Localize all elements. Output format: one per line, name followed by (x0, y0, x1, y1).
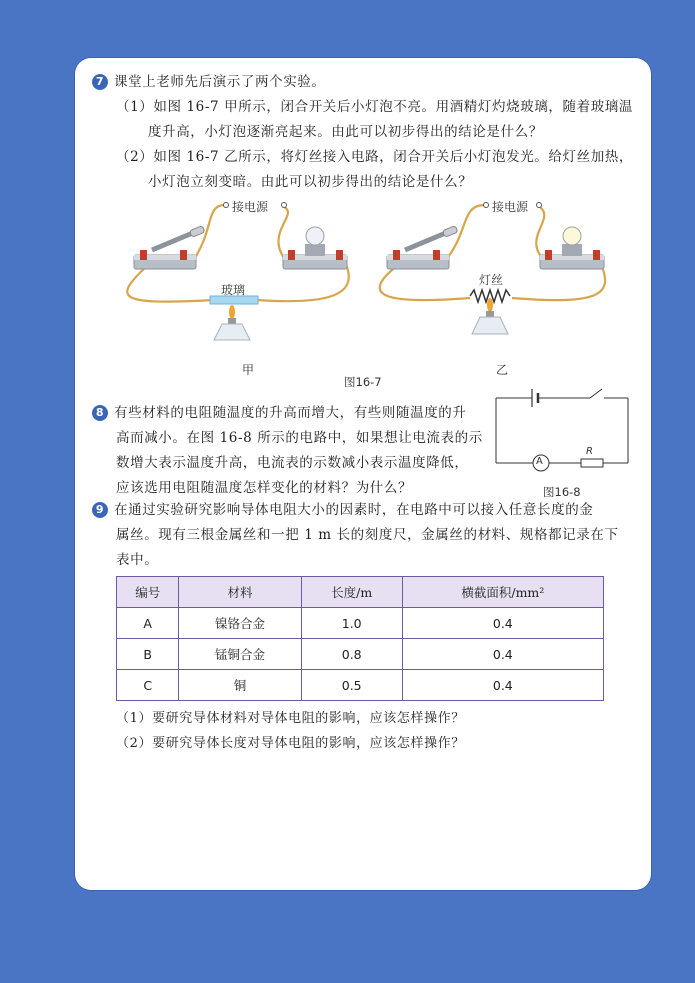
question-9 (92, 498, 619, 573)
table-row (117, 608, 604, 639)
question-8 (92, 401, 483, 501)
question-9-line2: 属丝。现有三根金属丝和一把 1 m 长的刻度尺，金属丝的材料、规格都记录在下 (116, 527, 619, 543)
table-cell: 0.4 (402, 608, 603, 639)
table-cell: 铜 (179, 670, 301, 701)
question-number-badge: 7 (92, 74, 108, 90)
filament-label: 灯丝 (479, 273, 504, 287)
table-cell: 0.8 (301, 639, 402, 670)
table-header-cell: 横截面积/mm² (402, 577, 603, 608)
table-cell: B (117, 639, 179, 670)
table-header-cell: 材料 (179, 577, 301, 608)
question-9-subquestions (116, 706, 465, 756)
knife-switch-left (134, 226, 205, 269)
question-7-part1-line2: 度升高，小灯泡逐渐亮起来。由此可以初步得出的结论是什么？ (148, 124, 543, 140)
power-label-left: 接电源 (232, 200, 269, 214)
table-header-row (117, 577, 604, 608)
power-label-right: 接电源 (492, 200, 529, 214)
question-9-sub2: （2）要研究导体长度对导体电阻的影响，应该怎样操作？ (116, 736, 465, 751)
alcohol-lamp-right (472, 298, 508, 334)
question-8-line4: 应该选用电阻随温度怎样变化的材料？为什么？ (116, 480, 413, 496)
terminal (537, 203, 542, 208)
wire (536, 207, 546, 262)
bulb-holder-right (540, 227, 604, 269)
question-7-part1-line1: （1）如图 16-7 甲所示，闭合开关后小灯泡不亮。用酒精灯灼烧玻璃，随着玻璃温 (116, 99, 633, 115)
table-cell: 0.4 (402, 670, 603, 701)
bulb-holder-left (283, 227, 347, 269)
table-cell: 0.4 (402, 639, 603, 670)
glass-label: 玻璃 (221, 283, 246, 297)
ammeter-symbol: A (536, 456, 543, 467)
wire (380, 265, 470, 300)
question-8-line3: 数增大表示温度升高，电流表的示数减小表示温度降低， (116, 455, 469, 471)
question-9-text: 在通过实验研究影响导体电阻大小的因素时，在电路中可以接入任意长度的金 (114, 502, 594, 518)
question-9-line1 (92, 498, 619, 523)
question-number-badge: 8 (92, 405, 108, 421)
table-cell: 1.0 (301, 608, 402, 639)
question-8-line1 (92, 401, 483, 426)
table-cell: 0.5 (301, 670, 402, 701)
question-8-text: 有些材料的电阻随温度的升高而增大，有些则随温度的升 (114, 405, 467, 421)
figure-16-8-caption: 图16-8 (543, 485, 581, 499)
table-cell: 锰铜合金 (179, 639, 301, 670)
terminal (484, 203, 489, 208)
question-7-part2-line2: 小灯泡立刻变暗。由此可以初步得出的结论是什么？ (148, 174, 473, 190)
table-header-cell: 长度/m (301, 577, 402, 608)
wire (127, 265, 222, 302)
table-cell: C (117, 670, 179, 701)
question-7-part2-line1: （2）如图 16-7 乙所示，将灯丝接入电路，闭合开关后小灯泡发光。给灯丝加热， (116, 149, 633, 165)
question-9-sub1: （1）要研究导体材料对导体电阻的影响，应该怎样操作？ (116, 711, 465, 726)
figure-sub-label-left: 甲 (242, 363, 255, 377)
figure-16-8-circuit (496, 389, 628, 471)
table-header-cell: 编号 (117, 577, 179, 608)
question-9-line3: 表中。 (116, 552, 159, 568)
alcohol-lamp-left (214, 305, 250, 340)
terminal (224, 203, 229, 208)
question-7-stem: 课堂上老师先后演示了两个实验。 (114, 74, 326, 90)
terminal (282, 203, 287, 208)
wire-spec-table (116, 576, 604, 701)
figure-16-7-caption: 图16-7 (344, 375, 382, 389)
question-8-line2: 高而减小。在图 16-8 所示的电路中，如果想让电流表的示 (116, 430, 483, 446)
question-number-badge: 9 (92, 502, 108, 518)
table-row (117, 670, 604, 701)
resistor-label: R (586, 446, 593, 457)
table-row (117, 639, 604, 670)
figure-sub-label-right: 乙 (496, 363, 509, 377)
table-cell: 镍铬合金 (179, 608, 301, 639)
table-cell: A (117, 608, 179, 639)
knife-switch-right (387, 226, 458, 269)
